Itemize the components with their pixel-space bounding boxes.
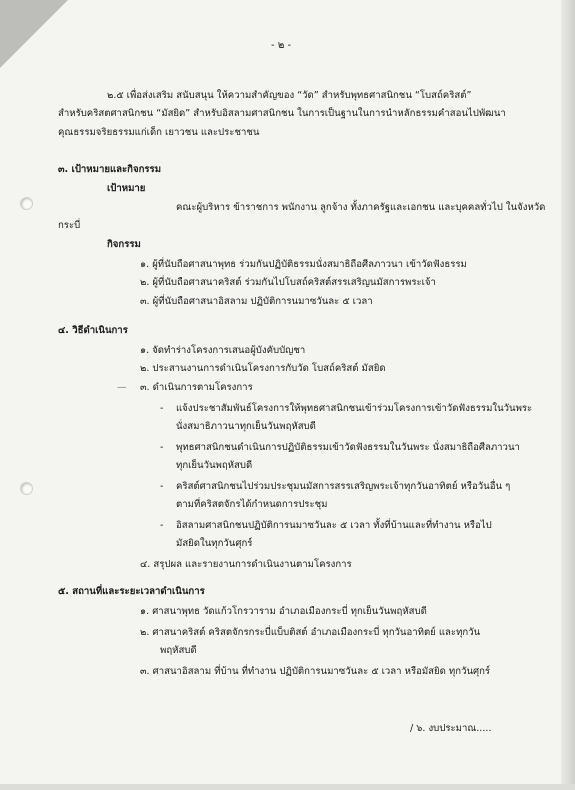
page-edge-shadow [561,0,575,790]
bullet-dash: - [160,520,164,531]
intro-line: คุณธรรมจริยธรรมแก่เด็ก เยาวชน และประชาชน [58,127,260,138]
method-item: ๒. ประสานงานการดำเนินโครงการกับวัด โบสถ์คริสต์ มัสยิด [140,363,386,374]
place-item: ๒. ศาสนาคริสต์ คริสตจักรกระบี่แบ็บติสต์ อำเภอเมืองกระบี่ ทุกวันอาทิตย์ และทุกวัน [140,627,481,638]
method-item: ๓. ดำเนินการตามโครงการ [140,382,253,393]
method-item: ๔. สรุปผล และรายงานการดำเนินงานตามโครงการ [140,559,352,570]
place-item: ๓. ศาสนาอิสลาม ที่บ้าน ที่ทำงาน ปฏิบัติการนมาซวันละ ๕ เวลา หรือมัสยิด ทุกวันศุกร์ [140,666,491,677]
intro-line: สำหรับคริสตศาสนิกชน “มัสยิด” สำหรับอิสลามศาสนิกชน ในการเป็นฐานในการนำหลักธรรมคำสอนไปพัฒนา [58,108,506,119]
section-heading: ๓. เป้าหมายและกิจกรรม [58,164,162,175]
punch-hole-icon [20,482,33,495]
bullet-line: มัสยิดในทุกวันศุกร์ [176,538,253,549]
bullet-line: อิสลามศาสนิกชนปฏิบัติการนมาซวันละ ๕ เวลา ทั้งที่บ้านและที่ทำงาน หรือไป [176,520,492,531]
bullet-line: ตามที่คริสตจักรได้กำหนดการประชุม [176,499,328,510]
page-bottom-edge [0,784,575,790]
margin-mark: — [117,382,127,393]
subheading-activity: กิจกรรม [107,239,141,250]
punch-hole-icon [20,197,33,210]
page-number: - ๒ - [271,40,292,51]
target-text: คณะผู้บริหาร ข้าราชการ พนักงาน ลูกจ้าง ทั้งภาครัฐและเอกชน และบุคคลทั่วไป ในจังหวัด [176,202,546,213]
intro-line: ๒.๕ เพื่อส่งเสริม สนับสนุน ให้ความสำคัญของ “วัด” สำหรับพุทธศาสนิกชน “โบสถ์คริสต์” [107,90,472,101]
section-heading: ๕. สถานที่และระยะเวลาดำเนินการ [58,586,205,597]
folded-corner [0,0,68,68]
activity-item: ๒. ผู้ที่นับถือศาสนาคริสต์ ร่วมกันไปโบสถ์คริสต์สรรเสริญนมัสการพระเจ้า [140,277,436,288]
bullet-line: แจ้งประชาสัมพันธ์โครงการให้พุทธศาสนิกชนเข้าร่วมโครงการเข้าวัดฟังธรรมในวันพระ [176,403,533,414]
activity-item: ๑. ผู้ที่นับถือศาสนาพุทธ ร่วมกันปฏิบัติธรรมนั่งสมาธิถือศีลภาวนา เข้าวัดฟังธรรม [140,259,467,270]
place-item: พฤหัสบดี [160,645,197,656]
continuation-note: / ๖. งบประมาณ..... [410,723,492,734]
section-heading: ๔. วิธีดำเนินการ [58,325,128,336]
bullet-line: คริสต์ศาสนิกชนไปร่วมประชุมนมัสการสรรเสริญพระเจ้าทุกวันอาทิตย์ หรือวันอื่น ๆ [176,481,511,492]
bullet-line: ทุกเย็นวันพฤหัสบดี [176,460,253,471]
subheading-target: เป้าหมาย [107,183,146,194]
target-text: กระบี่ [58,220,81,231]
bullet-line: พุทธศาสนิกชนดำเนินการปฏิบัติธรรมเข้าวัดฟังธรรมในวันพระ นั่งสมาธิถือศีลภาวนา [176,442,520,453]
bullet-line: นั่งสมาธิภาวนาทุกเย็นวันพฤหัสบดี [176,421,316,432]
place-item: ๑. ศาสนาพุทธ วัดแก้วโกรวาราม อำเภอเมืองกระบี่ ทุกเย็นวันพฤหัสบดี [140,606,427,617]
method-item: ๑. จัดทำร่างโครงการเสนอผู้บังคับบัญชา [140,345,306,356]
activity-item: ๓. ผู้ที่นับถือศาสนาอิสลาม ปฏิบัติการนมาซวันละ ๕ เวลา [140,296,373,307]
bullet-dash: - [160,403,164,414]
bullet-dash: - [160,481,164,492]
bullet-dash: - [160,442,164,453]
